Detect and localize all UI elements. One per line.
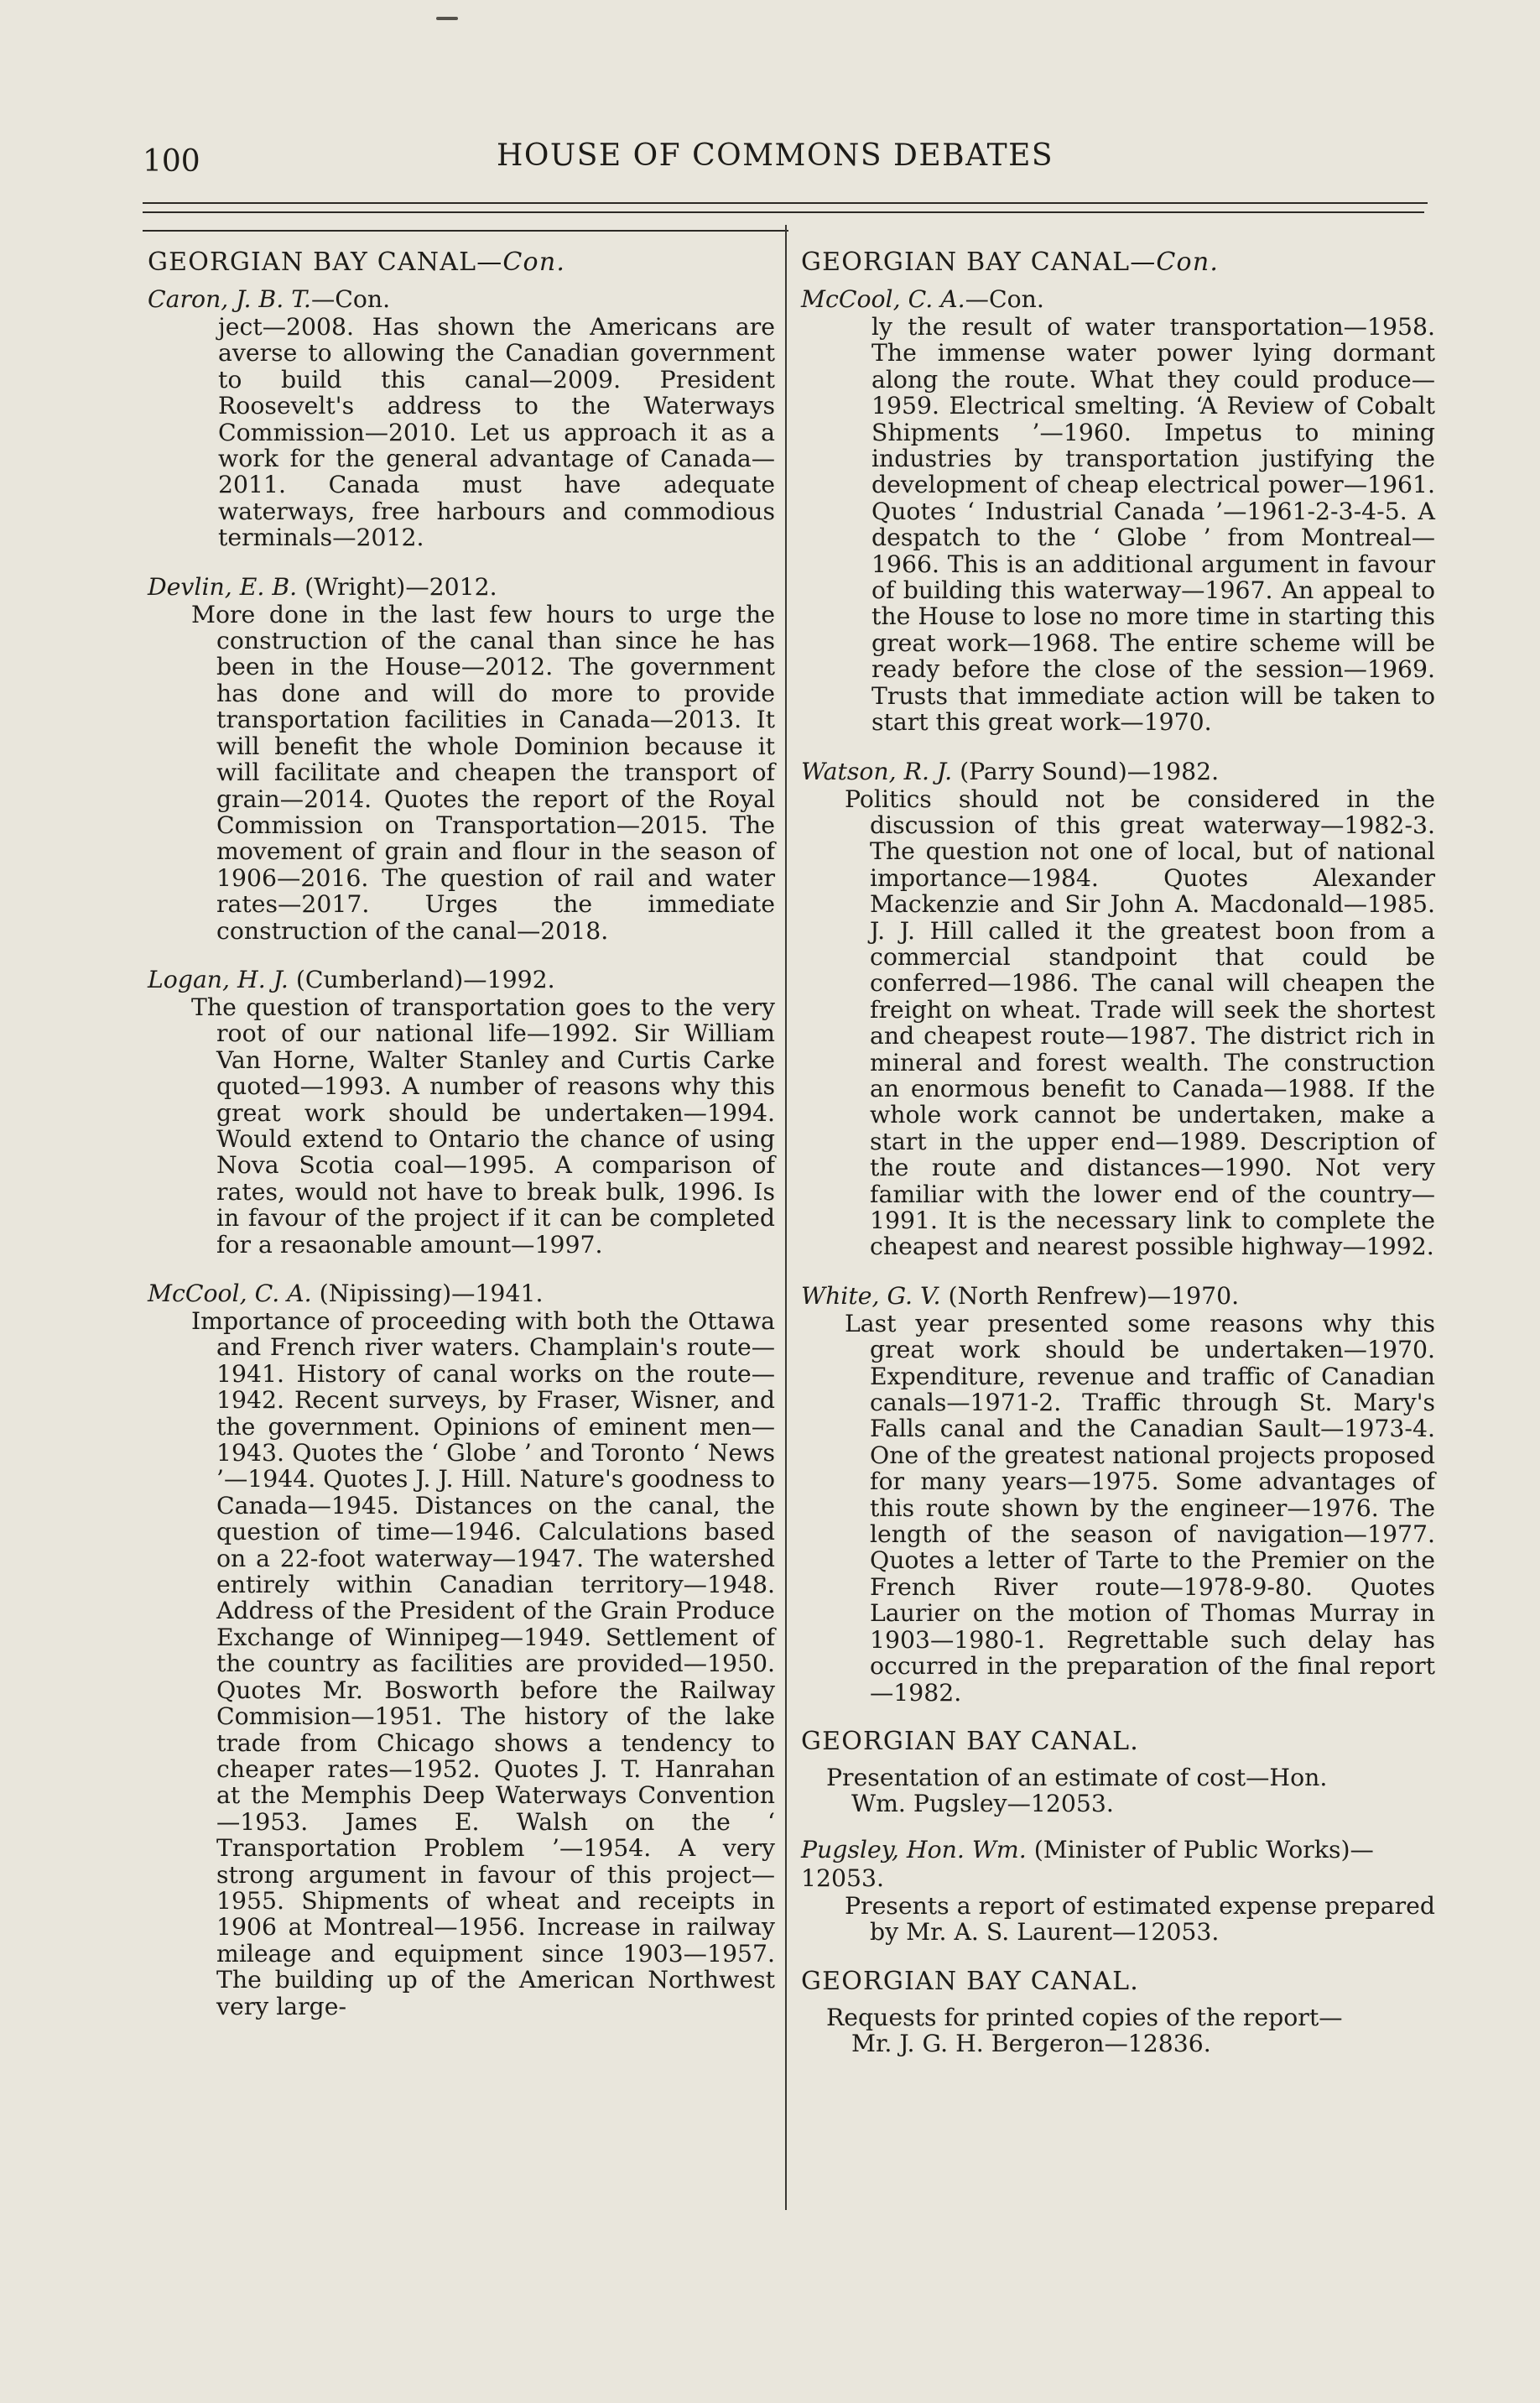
entry-text: Politics should not be considered in the discussion of this great waterway—1982-3. The question not one of local, but of national importance—1984. Quotes Alexander Mackenzie and Sir John A. Macdonald—1985. J. J. Hill called it the greatest boon from a commercial standpoint that could be conferred—1986. The canal will cheapen the freight on wheat. Trade will seek the shortest and cheapest route—1987. The district rich in mineral and forest wealth. The construction an enormous benefit to Canada—1988. If the whole work cannot be undertaken, make a start in the upper end—1989. Description of the route and distances—1990. Not very familiar with the lower end of the country—1991. It is the necessary link to complete the cheapest and nearest possible highway—1992.	[845, 784, 1435, 1261]
speaker-detail: (Cumberland)—1992.	[288, 965, 555, 993]
speaker-mccool	[148, 1280, 775, 1308]
summary-line-1: Presentation of an estimate of cost—Hon.	[826, 1763, 1328, 1791]
speaker-name: White, G. V.	[801, 1281, 941, 1310]
right-column	[801, 248, 1435, 2075]
speaker-mccool-cont	[801, 285, 1435, 314]
speaker-detail: (Minister of Public Works)—12053.	[801, 1835, 1374, 1892]
entry-text: The question of transportation goes to the very root of our national life—1992. Sir William Van Horne, Walter Stanley and Curtis Carke quoted—1993. A number of reasons why this great work should be undertaken—1994. Would extend to Ontario the chance of using Nova Scotia coal—1995. A comparison of rates, would not have to break bulk, 1996. Is in favour of the project if it can be completed for a resaonable amount—1997.	[191, 993, 775, 1259]
entry-text: Last year presented some reasons why this great work should be undertaken—1970. Expenditure, revenue and traffic of Canadian canals—1971-2. Traffic through St. Mary's Falls canal and the Canadian Sault—1973-4. One of the greatest national projects proposed for many years—1975. Some advantages of this route shown by the engineer—1976. The length of the season of navigation—1977. Quotes a letter of Tarte to the Premier on the French River route—1978-9-80. Quotes Laurier on the motion of Thomas Murray in 1903—1980-1. Regrettable such delay has occurred in the preparation of the final report—1982.	[845, 1309, 1435, 1707]
section-heading-2: GEORGIAN BAY CANAL.	[801, 1726, 1139, 1756]
speaker-name: McCool, C. A.	[148, 1280, 312, 1307]
speaker-detail: —Con.	[310, 285, 391, 313]
entry-text: ject—2008. Has shown the Americans are averse to allowing the Canadian government to build this canal—2009. President Roosevelt's address to the Waterways Commission—2010. Let us approach it as a work for the general advantage of Canada—2011. Canada must have adequate waterways, free harbours and commodious terminals—2012.	[218, 313, 775, 552]
speaker-logan	[148, 966, 775, 994]
speaker-name: Pugsley, Hon. Wm.	[801, 1835, 1027, 1863]
page-number: 100	[143, 144, 200, 179]
entry-text: Presents a report of estimated expense prepared by Mr. A. S. Laurent—12053.	[845, 1891, 1435, 1947]
speaker-devlin	[148, 573, 775, 602]
speaker-detail: (North Renfrew)—1970.	[940, 1281, 1240, 1310]
speaker-name: Watson, R. J.	[801, 757, 953, 785]
left-column	[148, 248, 775, 2041]
speaker-name: McCool, C. A.	[801, 285, 965, 313]
section-heading	[148, 248, 775, 277]
section-heading-3: GEORGIAN BAY CANAL.	[801, 1966, 1139, 1996]
speaker-detail: (Nipissing)—1941.	[311, 1280, 544, 1307]
column-divider	[785, 225, 787, 2210]
page-title: HOUSE OF COMMONS DEBATES	[497, 138, 1054, 173]
speaker-detail: (Wright)—2012.	[297, 572, 497, 601]
entry-text: Importance of proceeding with both the Ottawa and French river waters. Champlain's route—1941. History of canal works on the route—1942. Recent surveys, by Fraser, Wisner, and the government. Opinions of eminent men—1943. Quotes the ‘ Globe ’ and Toronto ‘ News ’—1944. Quotes J. J. Hill. Nature's goodness to Canada—1945. Distances on the canal, the question of time—1946. Calculations based on a 22-foot waterway—1947. The watershed entirely within Canadian territory—1948. Address of the President of the Grain Produce Exchange of Winnipeg—1949. Settlement of the country as facilities are provided—1950. Quotes Mr. Bosworth before the Railway Commision—1951. The history of the lake trade from Chicago shows a tendency to cheaper rates—1952. Quotes J. T. Hanrahan at the Memphis Deep Waterways Convention—1953. James E. Walsh on the ‘ Transportation Problem ’—1954. A very strong argument in favour of this project—1955. Shipments of wheat and receipts in 1906 at Montreal—1956. Increase in railway mileage and equipment since 1903—1957. The building up of the American Northwest very large-	[191, 1307, 775, 2020]
summary-line-2: Mr. J. G. H. Bergeron—12836.	[851, 2029, 1211, 2057]
speaker-name: Devlin, E. B.	[148, 572, 298, 601]
speaker-name: Logan, H. J.	[148, 965, 289, 993]
summary-line-1: Requests for printed copies of the report—	[826, 2003, 1343, 2031]
speaker-detail: —Con.	[965, 285, 1044, 313]
heading-main: GEORGIAN BAY CANAL—	[148, 248, 503, 277]
heading-con: Con.	[502, 248, 566, 277]
section-2-summary	[801, 1764, 1435, 1817]
header-rule-top	[143, 202, 1428, 204]
speaker-detail: (Parry Sound)—1982.	[952, 757, 1220, 785]
left-column-rule	[143, 230, 788, 232]
speaker-caron	[148, 285, 775, 314]
header-rule-bottom	[143, 211, 1424, 213]
speaker-watson	[801, 758, 1435, 786]
entry-text: ly the result of water transportation—1958. The immense water power lying dormant along the route. What they could produce—1959. Electrical smelting. ‘A Review of Cobalt Shipments ’—1960. Impetus to mining industries by transportation justifying the development of cheap electrical power—1961. Quotes ‘ Industrial Canada ’—1961-2-3-4-5. A despatch to the ‘ Globe ’ from Montreal—1966. This is an additional argument in favour of building this waterway—1967. An appeal to the House to lose no more time in starting this great work—1968. The entire scheme will be ready before the close of the session—1969. Trusts that immediate action will be taken to start this great work—1970.	[871, 313, 1435, 737]
summary-line-2: Wm. Pugsley—12053.	[851, 1790, 1114, 1818]
speaker-white	[801, 1282, 1435, 1311]
heading-main: GEORGIAN BAY CANAL—	[801, 248, 1157, 277]
entry-text: More done in the last few hours to urge the construction of the canal than since he has been in the House—2012. The government has done and will do more to provide transportation facilities in Canada—2013. It will benefit the whole Dominion because it will facilitate and cheapen the transport of grain—2014. Quotes the report of the Royal Commission on Transportation—2015. The movement of grain and flour in the season of 1906—2016. The question of rail and water rates—2017. Urges the immediate construction of the canal—2018.	[191, 600, 775, 945]
speaker-name: Caron, J. B. T.	[148, 285, 311, 313]
section-heading	[801, 248, 1435, 277]
section-3-summary	[801, 2004, 1435, 2057]
heading-con: Con.	[1156, 248, 1220, 277]
speaker-pugsley	[801, 1836, 1435, 1893]
top-ink-mark	[436, 17, 458, 20]
